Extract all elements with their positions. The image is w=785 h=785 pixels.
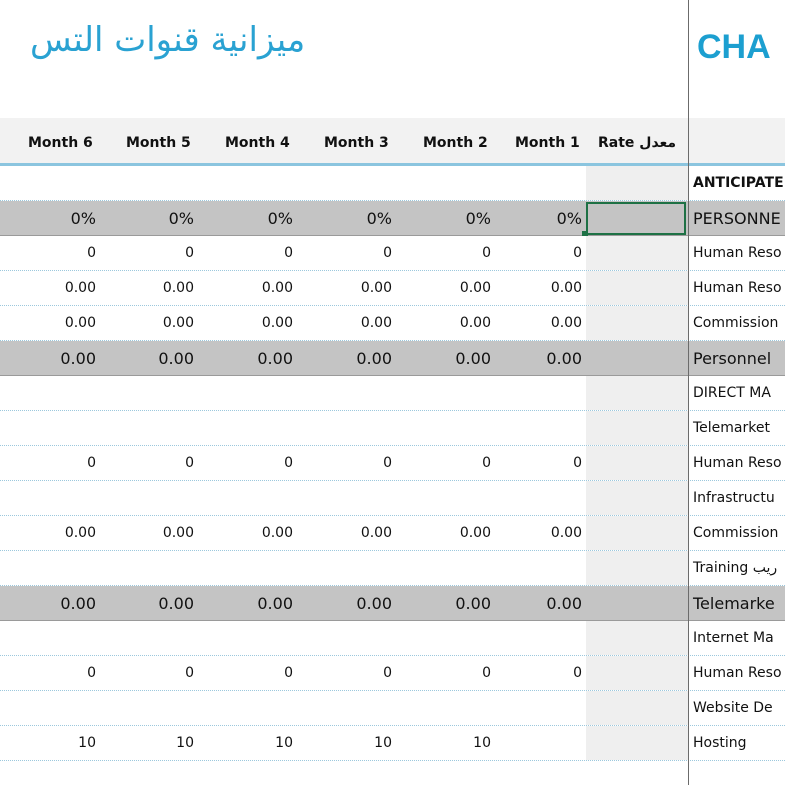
table-cell[interactable]: 0.00: [261, 315, 293, 331]
row-label[interactable]: Hosting: [693, 735, 747, 751]
table-cell[interactable]: 0.00: [459, 525, 491, 541]
table-row: [0, 201, 785, 236]
table-row: [0, 726, 785, 761]
table-cell[interactable]: 10: [275, 735, 293, 751]
table-row: [0, 236, 785, 271]
table-cell[interactable]: 0: [87, 245, 96, 261]
table-cell[interactable]: 0.00: [60, 349, 96, 368]
row-label[interactable]: Human Reso: [693, 455, 782, 471]
header-month-6[interactable]: Month 6: [28, 135, 93, 151]
table-cell[interactable]: 0: [383, 245, 392, 261]
table-cell[interactable]: 0: [383, 665, 392, 681]
row-label[interactable]: Training ريب: [693, 560, 778, 576]
table-cell[interactable]: 10: [78, 735, 96, 751]
table-cell[interactable]: 10: [374, 735, 392, 751]
row-label[interactable]: PERSONNE: [693, 209, 781, 228]
table-row: [0, 446, 785, 481]
sheet-title-english: CHA: [697, 28, 771, 66]
table-cell[interactable]: 0.00: [162, 280, 194, 296]
table-cell[interactable]: 0.00: [455, 594, 491, 613]
table-cell[interactable]: 0: [573, 245, 582, 261]
table-cell[interactable]: 0.00: [459, 315, 491, 331]
table-row: [0, 691, 785, 726]
table-cell[interactable]: 0: [482, 455, 491, 471]
table-cell[interactable]: 0: [185, 245, 194, 261]
header-month-4[interactable]: Month 4: [225, 135, 290, 151]
table-cell[interactable]: 0.00: [158, 349, 194, 368]
table-cell[interactable]: 0%: [465, 209, 491, 228]
rate-cell[interactable]: [586, 551, 688, 585]
table-cell[interactable]: 0.00: [162, 525, 194, 541]
table-cell[interactable]: 0.00: [60, 594, 96, 613]
table-row: [0, 551, 785, 586]
rate-cell[interactable]: [586, 341, 688, 375]
row-label[interactable]: Infrastructu: [693, 490, 775, 506]
table-row: [0, 271, 785, 306]
row-label[interactable]: Commission: [693, 315, 779, 331]
table-cell[interactable]: 0.00: [158, 594, 194, 613]
table-cell[interactable]: 0.00: [257, 594, 293, 613]
rate-cell[interactable]: [586, 586, 688, 620]
table-cell[interactable]: 0.00: [455, 349, 491, 368]
header-month-5[interactable]: Month 5: [126, 135, 191, 151]
table-row: [0, 481, 785, 516]
row-label[interactable]: Commission: [693, 525, 779, 541]
table-cell[interactable]: 0.00: [162, 315, 194, 331]
budget-table: [0, 166, 785, 761]
table-cell[interactable]: 0%: [366, 209, 392, 228]
header-month-2[interactable]: Month 2: [423, 135, 488, 151]
rate-cell[interactable]: [586, 306, 688, 340]
table-cell[interactable]: 0: [573, 455, 582, 471]
table-cell[interactable]: 0.00: [64, 280, 96, 296]
table-cell[interactable]: 0.00: [546, 594, 582, 613]
table-cell[interactable]: 0.00: [550, 525, 582, 541]
column-header-row: [0, 118, 785, 166]
row-label[interactable]: Human Reso: [693, 665, 782, 681]
header-month-1[interactable]: Month 1: [515, 135, 580, 151]
table-cell[interactable]: 10: [473, 735, 491, 751]
table-cell[interactable]: 0%: [70, 209, 96, 228]
table-cell[interactable]: 0.00: [360, 280, 392, 296]
table-cell[interactable]: 0.00: [64, 525, 96, 541]
row-label[interactable]: Human Reso: [693, 280, 782, 296]
row-label[interactable]: ANTICIPATE: [693, 175, 784, 191]
rate-cell[interactable]: [586, 411, 688, 445]
row-label[interactable]: Website De: [693, 700, 773, 716]
title-bar: [0, 0, 785, 118]
row-label[interactable]: DIRECT MA: [693, 385, 771, 401]
table-row: [0, 306, 785, 341]
table-row: [0, 166, 785, 201]
rate-cell[interactable]: [586, 656, 688, 690]
table-cell[interactable]: 0: [185, 665, 194, 681]
table-cell[interactable]: 0.00: [550, 280, 582, 296]
rate-cell[interactable]: [586, 236, 688, 270]
rate-cell[interactable]: [586, 481, 688, 515]
table-cell[interactable]: 0: [284, 455, 293, 471]
table-cell[interactable]: 0: [482, 665, 491, 681]
rate-cell[interactable]: [586, 621, 688, 655]
sheet-title-arabic: ميزانية قنوات التس: [30, 20, 306, 60]
header-month-3[interactable]: Month 3: [324, 135, 389, 151]
table-cell[interactable]: 0%: [168, 209, 194, 228]
table-cell[interactable]: 0.00: [64, 315, 96, 331]
table-cell[interactable]: 0.00: [257, 349, 293, 368]
rate-cell[interactable]: [586, 166, 688, 200]
table-cell[interactable]: 0: [87, 665, 96, 681]
table-cell[interactable]: 0: [284, 245, 293, 261]
row-label[interactable]: Personnel: [693, 349, 772, 368]
selected-cell[interactable]: [586, 202, 686, 235]
rate-cell[interactable]: [586, 446, 688, 480]
table-row: [0, 621, 785, 656]
table-row: [0, 341, 785, 376]
table-cell[interactable]: 0.00: [546, 349, 582, 368]
rate-cell[interactable]: [586, 726, 688, 760]
table-cell[interactable]: 0%: [556, 209, 582, 228]
table-cell[interactable]: 0.00: [261, 525, 293, 541]
header-rate[interactable]: Rate معدل: [598, 135, 677, 151]
table-row: [0, 411, 785, 446]
table-cell[interactable]: 0: [383, 455, 392, 471]
table-cell[interactable]: 0: [482, 245, 491, 261]
rate-cell[interactable]: [586, 691, 688, 725]
table-row: [0, 376, 785, 411]
table-row: [0, 516, 785, 551]
row-label[interactable]: Telemarke: [693, 594, 775, 613]
row-label[interactable]: Human Reso: [693, 245, 782, 261]
table-cell[interactable]: 0: [284, 665, 293, 681]
table-cell[interactable]: 0.00: [360, 315, 392, 331]
table-cell[interactable]: 0.00: [356, 349, 392, 368]
table-cell[interactable]: 0.00: [459, 280, 491, 296]
rate-cell[interactable]: [586, 376, 688, 410]
table-cell[interactable]: 0: [573, 665, 582, 681]
table-cell[interactable]: 0.00: [550, 315, 582, 331]
table-cell[interactable]: 0%: [267, 209, 293, 228]
rate-cell[interactable]: [586, 271, 688, 305]
row-label[interactable]: Telemarket: [693, 420, 770, 436]
column-divider: [688, 0, 689, 785]
table-cell[interactable]: 0: [185, 455, 194, 471]
table-row: [0, 586, 785, 621]
table-row: [0, 656, 785, 691]
rate-cell[interactable]: [586, 516, 688, 550]
table-cell[interactable]: 0.00: [360, 525, 392, 541]
row-label[interactable]: Internet Ma: [693, 630, 774, 646]
table-cell[interactable]: 0.00: [261, 280, 293, 296]
table-cell[interactable]: 10: [176, 735, 194, 751]
table-cell[interactable]: 0.00: [356, 594, 392, 613]
table-cell[interactable]: 0: [87, 455, 96, 471]
